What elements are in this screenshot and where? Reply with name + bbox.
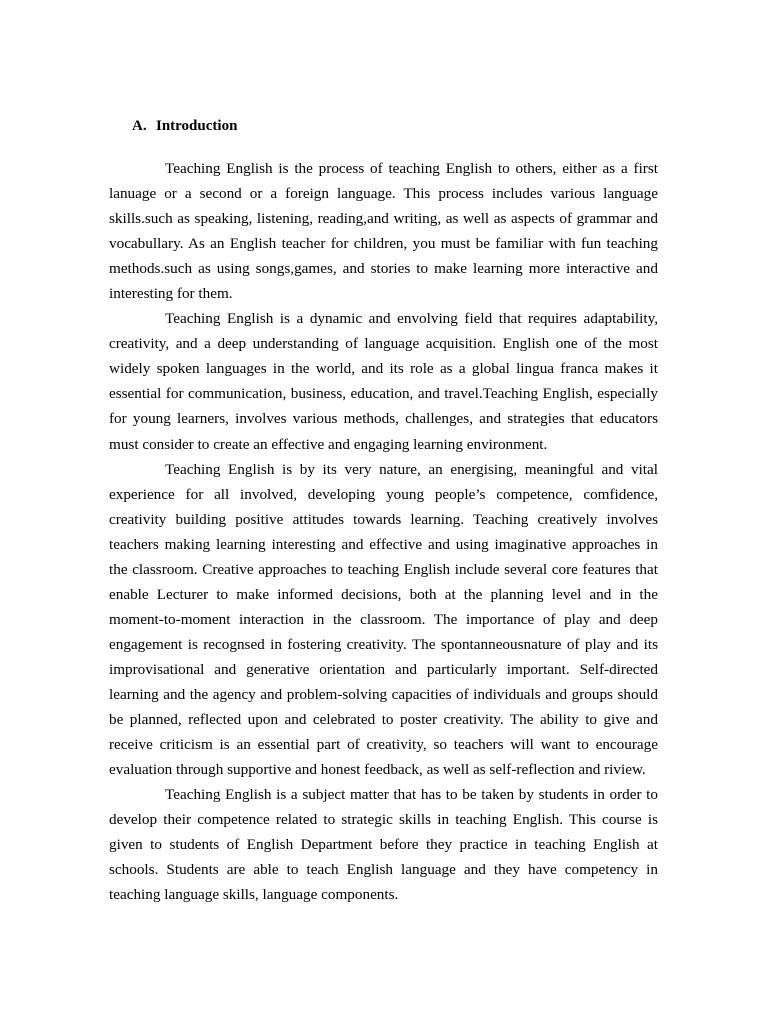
paragraph-2: Teaching English is a dynamic and envolving field that requires adaptability, creativity, and a deep understanding of language acquisition. English one of the most widely spoken languages in the world, and its role as a global lingua franca makes it essential for communication, business, education, and travel.Teaching English, especially for young learners, involves various methods, challenges, and strategies that educators must consider to create an effective and engaging learning environment. — [109, 310, 658, 453]
section-heading — [132, 116, 237, 136]
paragraph-1: Teaching English is the process of teaching English to others, either as a first lanuage or a second or a foreign language. This process includes various language skills.such as speaking, listening, reading,and writing, as well as aspects of grammar and vocabullary. As an English teacher for children, you must be familiar with fun teaching methods.such as using songs,games, and stories to make learning more interactive and interesting for them. — [109, 160, 658, 303]
paragraph-3: Teaching English is by its very nature, an energising, meaningful and vital experience for all involved, developing young people’s competence, comfidence, creativity building positive attitudes towards learning. Teaching creatively involves teachers making learning interesting and effective and using imaginative approaches in the classroom. Creative approaches to teaching English include several core features that enable Lecturer to make informed decisions, both at the planning level and in the moment-to-moment interaction in the classroom. The importance of play and deep engagement is recognsed in fostering creativity. The spontanneousnature of play and its improvisational and generative orientation and particularly important. Self-directed learning and the agency and problem-solving capacities of individuals and groups should be planned, reflected upon and celebrated to poster creativity. The ability to give and receive criticism is an essential part of creativity, so teachers will want to encourage evaluation through supportive and honest feedback, as well as self-reflection and riview. — [109, 460, 658, 779]
section-letter: A. — [132, 118, 147, 134]
section-title: Introduction — [156, 118, 238, 134]
document-body — [109, 156, 658, 907]
paragraph-4: Teaching English is a subject matter that has to be taken by students in order to develop their competence related to strategic skills in teaching English. This course is given to students of English Department before they practice in teaching English at schools. Students are able to teach English language and they have competency in teaching language skills, language components. — [109, 786, 658, 904]
